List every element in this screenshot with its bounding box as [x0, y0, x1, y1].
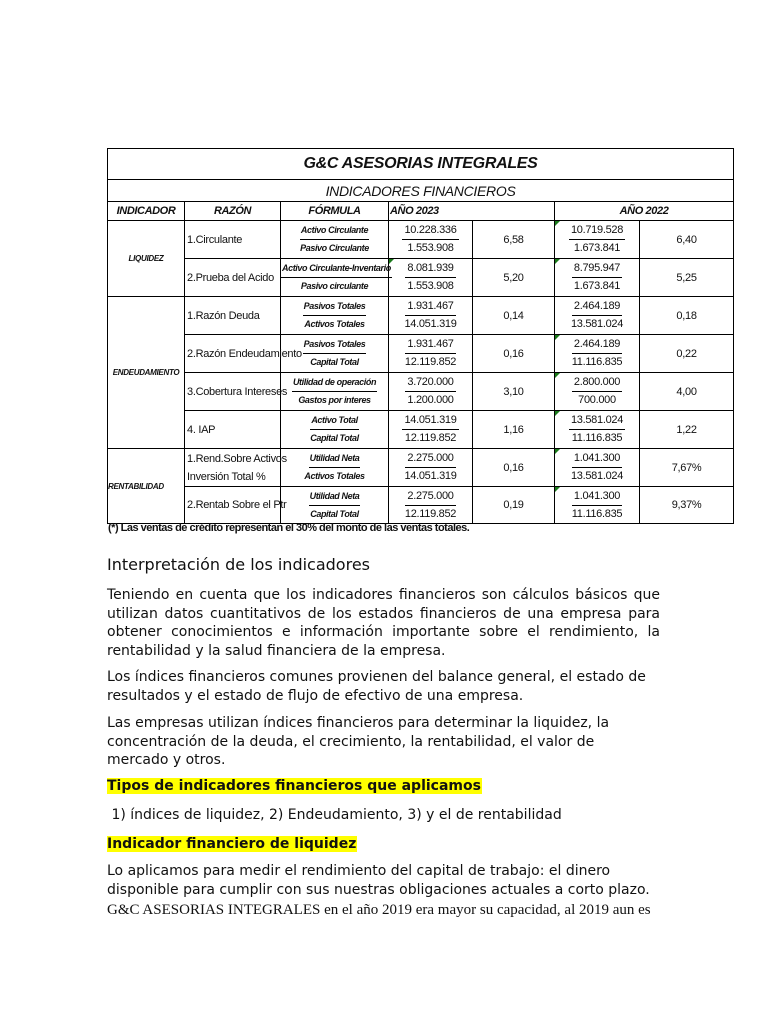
value-2022-fraction	[555, 297, 640, 335]
formula-denominator: Pasivo circulante	[300, 281, 369, 291]
paragraph-liquidez: Lo aplicamos para medir el rendimiento del capital de trabajo: el dinero disponible para cumplir con sus nuestras obligaciones actuales a corto plazo.	[107, 863, 650, 898]
value-denominator: 11.116.835	[571, 507, 623, 520]
value-numerator: 1.041.300	[572, 488, 622, 506]
value-numerator: 2.464.189	[572, 298, 622, 316]
razon-cell: 2.Rentab Sobre el Ptr	[185, 487, 281, 524]
value-denominator: 11.116.835	[571, 356, 623, 368]
value-2023-fraction	[389, 411, 473, 449]
result-2023: 0,19	[473, 487, 555, 524]
value-numerator: 13.581.024	[569, 412, 625, 430]
value-2022-fraction	[555, 373, 640, 411]
indicators-table	[107, 148, 734, 524]
value-numerator: 1.041.300	[572, 450, 622, 468]
formula-cell	[281, 297, 389, 335]
value-numerator: 8.795.947	[572, 260, 622, 278]
value-2023-fraction	[389, 487, 473, 524]
result-2022: 7,67%	[640, 449, 734, 487]
formula-numerator: Activo Circulante-Inventario	[281, 260, 392, 278]
formula-numerator: Utilidad de operación	[292, 374, 377, 392]
formula-numerator: Activo Circulante	[300, 222, 369, 240]
result-2022: 0,22	[640, 335, 734, 373]
result-2022: 5,25	[640, 259, 734, 297]
result-2023: 1,16	[473, 411, 555, 449]
value-2023-fraction	[389, 221, 473, 259]
indicator-list: 1) índices de liquidez, 2) Endeudamiento, 3) y el de rentabilidad	[107, 807, 562, 823]
formula-cell	[281, 411, 389, 449]
table-footnote: (*) Las ventas de crédito representan el 30% del monto de las ventas totales.	[108, 522, 470, 534]
table-row	[108, 373, 734, 411]
group-rentabilidad: RENTABILIDAD	[108, 449, 185, 524]
result-2023: 6,58	[473, 221, 555, 259]
formula-numerator: Activo Total	[310, 412, 358, 430]
value-numerator: 8.081.939	[405, 260, 455, 278]
value-denominator: 1.673.841	[573, 242, 621, 254]
result-2022: 0,18	[640, 297, 734, 335]
razon-line-1: 1.Rend.Sobre Activos	[187, 452, 287, 465]
header-year-2022: AÑO 2022	[555, 202, 734, 221]
value-2022-fraction	[555, 411, 640, 449]
value-numerator: 2.800.000	[572, 374, 622, 392]
value-denominator: 1.200.000	[407, 394, 454, 406]
value-numerator: 1.931.467	[405, 298, 455, 316]
result-2023: 5,20	[473, 259, 555, 297]
value-denominator: 13.581.024	[570, 470, 624, 482]
paragraph-sources: Los índices financieros comunes provienen del balance general, el estado de resultados y el estado de flujo de efectivo de una empresa.	[107, 669, 646, 704]
value-denominator: 700.000	[578, 394, 616, 406]
value-denominator: 1.553.908	[407, 242, 454, 254]
razon-cell: 1.Razón Deuda	[185, 297, 281, 335]
value-denominator: 12.119.852	[404, 507, 457, 520]
table-row	[108, 487, 734, 524]
value-2023-fraction	[389, 335, 473, 373]
value-numerator: 2.464.189	[572, 336, 622, 354]
formula-cell	[281, 449, 389, 487]
highlight-liquidez: Indicador financiero de liquidez	[107, 836, 357, 852]
paragraph-uses: Las empresas utilizan índices financieros para determinar la liquidez, la concentración de la deuda, el crecimiento, la rentabilidad, el valor de mercado y otros.	[107, 715, 610, 768]
razon-cell: 2.Razón Endeudamiento	[185, 335, 281, 373]
formula-denominator: Gastos por interes	[298, 395, 371, 405]
group-liquidez: LIQUIDEZ	[108, 221, 185, 297]
value-numerator: 10.228.336	[402, 222, 458, 240]
value-denominator: 1.673.841	[573, 280, 621, 292]
razon-line-2: Inversión Total %	[187, 470, 266, 483]
value-denominator: 12.119.852	[404, 356, 457, 368]
razon-cell: 4. IAP	[185, 411, 281, 449]
value-numerator: 3.720.000	[405, 374, 455, 392]
result-2023: 3,10	[473, 373, 555, 411]
value-2023-fraction	[389, 297, 473, 335]
subheading-liquidez	[107, 835, 660, 854]
paragraph-company: G&C ASESORIAS INTEGRALES en el año 2019 era mayor su capacidad, al 2019 aun es	[107, 902, 651, 918]
table-title: G&C ASESORIAS INTEGRALES	[108, 149, 734, 180]
value-2023-fraction	[389, 449, 473, 487]
table-row	[108, 411, 734, 449]
razon-cell: 3.Cobertura Intereses	[185, 373, 281, 411]
table-row	[108, 221, 734, 259]
subheading-tipos	[107, 777, 660, 796]
razon-cell: 2.Prueba del Acido	[185, 259, 281, 297]
value-2022-fraction	[555, 259, 640, 297]
result-2022: 6,40	[640, 221, 734, 259]
formula-denominator: Activos Totales	[304, 471, 365, 481]
table-row	[108, 297, 734, 335]
value-2023-fraction	[389, 259, 473, 297]
value-denominator: 14.051.319	[404, 318, 457, 330]
formula-numerator: Pasivos Totales	[303, 336, 367, 354]
value-denominator: 11.116.835	[571, 432, 623, 444]
formula-denominator: Capital Total	[310, 433, 359, 443]
result-2022: 1,22	[640, 411, 734, 449]
result-2023: 0,16	[473, 449, 555, 487]
header-razon: RAZÓN	[185, 202, 281, 221]
table-row	[108, 449, 734, 487]
formula-cell	[281, 487, 389, 524]
result-2022: 9,37%	[640, 487, 734, 524]
table-row	[108, 335, 734, 373]
highlight-tipos: Tipos de indicadores financieros que aplicamos	[107, 778, 481, 794]
formula-numerator: Pasivos Totales	[303, 298, 367, 316]
value-numerator: 10.719.528	[569, 222, 625, 240]
formula-denominator: Activos Totales	[304, 319, 365, 329]
result-2023: 0,16	[473, 335, 555, 373]
header-formula: FÓRMULA	[281, 202, 389, 221]
value-denominator: 1.553.908	[407, 280, 454, 292]
result-2022: 4,00	[640, 373, 734, 411]
value-numerator: 14.051.319	[402, 412, 458, 430]
paragraph-intro: Teniendo en cuenta que los indicadores financieros son cálculos básicos que utilizan datos cuantitativos de los estados financieros de una empresa para obtener conocimientos e información importante sobre el rendimiento, la rentabilidad y la salud financiera de la empresa.	[107, 587, 660, 659]
value-denominator: 12.119.852	[404, 432, 457, 444]
table-row	[108, 259, 734, 297]
value-denominator: 13.581.024	[570, 318, 624, 330]
formula-numerator: Utilidad Neta	[309, 450, 361, 468]
value-numerator: 1.931.467	[405, 336, 455, 354]
formula-denominator: Capital Total	[310, 357, 359, 367]
value-2022-fraction	[555, 449, 640, 487]
razon-cell: 1.Circulante	[185, 221, 281, 259]
table-subtitle: INDICADORES FINANCIEROS	[108, 180, 734, 202]
value-numerator: 2.275.000	[405, 488, 455, 506]
formula-denominator: Capital Total	[310, 508, 359, 519]
formula-cell	[281, 221, 389, 259]
formula-cell	[281, 259, 389, 297]
value-2022-fraction	[555, 487, 640, 524]
formula-numerator: Utilidad Neta	[309, 488, 361, 506]
value-denominator: 14.051.319	[404, 470, 457, 482]
formula-denominator: Pasivo Circulante	[300, 243, 369, 253]
header-year-2023: AÑO 2023	[389, 202, 555, 221]
group-endeudamiento: ENDEUDAMIENTO	[108, 297, 185, 449]
section-heading: Interpretación de los indicadores	[107, 555, 370, 574]
header-indicador: INDICADOR	[108, 202, 185, 221]
value-2023-fraction	[389, 373, 473, 411]
result-2023: 0,14	[473, 297, 555, 335]
value-numerator: 2.275.000	[405, 450, 455, 468]
razon-cell	[185, 449, 287, 487]
value-2022-fraction	[555, 335, 640, 373]
formula-cell	[281, 373, 389, 411]
value-2022-fraction	[555, 221, 640, 259]
